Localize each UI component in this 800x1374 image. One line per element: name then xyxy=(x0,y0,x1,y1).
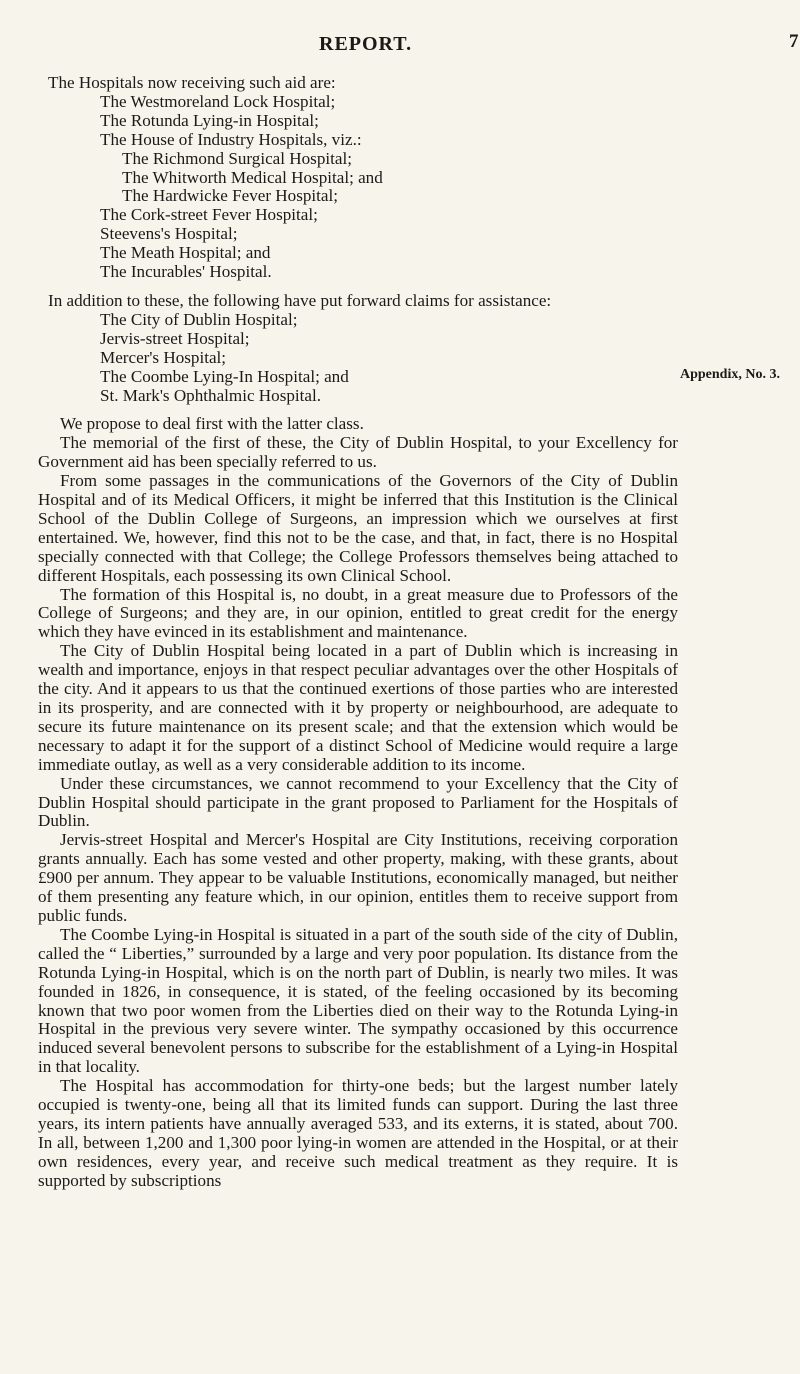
paragraph: The formation of this Hospital is, no doubt, in a great measure due to Professors of the College of Surgeons; and they are, in our opinion, entitled to great credit for the energy which they have evinced in its establishment and maintenance. xyxy=(38,584,678,642)
list-item: The Cork-street Fever Hospital; xyxy=(100,205,318,225)
list-item: The Coombe Lying-In Hospital; and xyxy=(100,366,349,386)
list-item: The Hardwicke Fever Hospital; xyxy=(122,186,338,206)
list-item: Steevens's Hospital; xyxy=(100,224,238,244)
list-item: St. Mark's Ophthalmic Hospital. xyxy=(100,385,322,405)
list-item: Mercer's Hospital; xyxy=(100,347,227,367)
paragraph: The memorial of the first of these, the City of Dublin Hospital, to your Excellency for Government aid has been specially referred to us. xyxy=(38,433,678,472)
list-item: Jervis-street Hospital; xyxy=(100,328,250,348)
list-item: The Rotunda Lying-in Hospital; xyxy=(100,110,319,130)
report-title: REPORT. xyxy=(319,33,413,55)
hospitals-claiming-list xyxy=(38,311,678,406)
page-number: 7 xyxy=(789,31,799,52)
paragraph: The City of Dublin Hospital being located in a part of Dublin which is increasing in wealth and importance, enjoys in that respect peculiar advantages over the other Hospitals of the city. And it appears to us that the continued exertions of those parties who are interested in its prosperity, and are connected with it by property or neighbourhood, are adequate to secure its future maintenance on its present scale; and that the extension which would be necessary to adapt it for the support of a distinct School of Medicine would require a large immediate outlay, as well as a very considerable addition to its income. xyxy=(38,641,678,774)
list-item: The Westmoreland Lock Hospital; xyxy=(100,91,336,111)
list-item: The City of Dublin Hospital; xyxy=(100,309,298,329)
appendix-margin-note: Appendix, No. 3. xyxy=(680,367,780,382)
paragraph: The Coombe Lying-in Hospital is situated in a part of the south side of the city of Dublin, called the “ Liberties,” surrounded by a large and very poor population. Its distance from the Rotunda Lying-in Hospital, which is on the north part of Dublin, is nearly two miles. It was founded in 1826, in consequence, it is stated, of the feeling occasioned by its becoming known that two poor women from the Liberties died on their way to the Rotunda Lying-in Hospital in the previous very severe winter. The sympathy occasioned by this occurrence induced several benevolent persons to subscribe for the establishment of a Lying-in Hospital in that locality. xyxy=(38,924,678,1077)
paragraph: The Hospital has accommodation for thirty-one beds; but the largest number lately occupied is twenty-one, being all that its limited funds can support. During the last three years, its intern patients have annually averaged 533, and its externs, it is stated, about 700. In all, between 1,200 and 1,300 poor lying-in women are attended in the Hospital, or at their own residences, every year, and receive such medical treatment as they require. It is supported by subscriptions xyxy=(38,1076,678,1190)
list-item: The Meath Hospital; and xyxy=(100,243,271,263)
hospitals-intro: The Hospitals now receiving such aid are: xyxy=(48,73,336,92)
claims-intro: In addition to these, the following have put forward claims for assistance: xyxy=(48,290,552,310)
list-item: The House of Industry Hospitals, viz.: xyxy=(100,129,362,149)
paragraph: We propose to deal first with the latter class. xyxy=(60,414,364,434)
body-text xyxy=(38,74,678,1191)
paragraph: Under these circumstances, we cannot recommend to your Excellency that the City of Dublin Hospital should participate in the grant proposed to Parliament for the Hospitals of Dublin. xyxy=(38,773,678,831)
list-item: The Richmond Surgical Hospital; xyxy=(122,148,352,168)
hospitals-receiving-list xyxy=(38,93,678,282)
paragraph: From some passages in the communications of the Governors of the City of Dublin Hospital and of its Medical Officers, it might be inferred that this Institution is the Clinical School of the Dublin College of Surgeons, an impression which we ourselves at first entertained. We, however, find this not to be the case, and that, in fact, there is no Hospital specially connected with that College; the College Professors themselves being attached to different Hospitals, each possessing its own Clinical School. xyxy=(38,471,678,585)
list-item: The Whitworth Medical Hospital; and xyxy=(122,167,383,187)
paragraph: Jervis-street Hospital and Mercer's Hospital are City Institutions, receiving corporation grants annually. Each has some vested and other property, making, with these grants, about £900 per annum. They appear to be valuable Institutions, economically managed, but neither of them presenting any feature which, in our opinion, entitles them to receive support from public funds. xyxy=(38,830,678,925)
running-head xyxy=(0,31,800,59)
list-item: The Incurables' Hospital. xyxy=(100,262,272,282)
